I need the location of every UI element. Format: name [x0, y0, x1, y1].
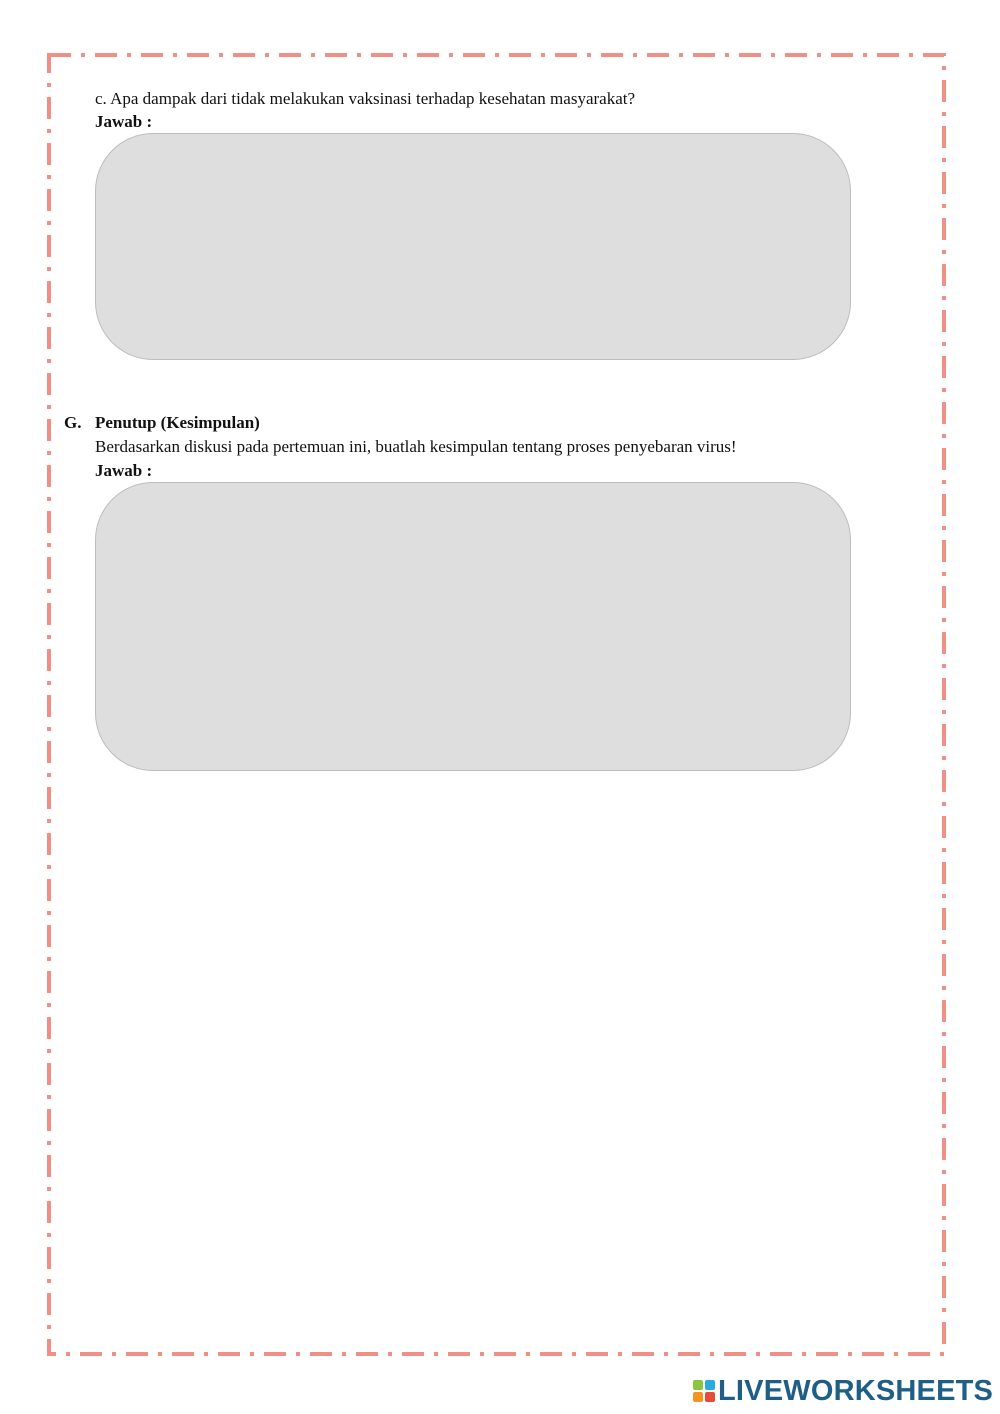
answer-input-section-g[interactable]	[96, 483, 850, 770]
question-c-text: c. Apa dampak dari tidak melakukan vaksinasi terhadap kesehatan masyarakat?	[95, 89, 636, 108]
section-g-letter: G.	[64, 413, 82, 432]
section-g-answer-label: Jawab :	[95, 461, 153, 480]
section-g-title: Penutup (Kesimpulan)	[95, 413, 260, 432]
brand-name: LIVEWORKSHEETS	[718, 1374, 994, 1407]
liveworksheets-logo-icon	[693, 1380, 715, 1402]
answer-box-question-c[interactable]	[95, 133, 851, 360]
answer-input-question-c[interactable]	[96, 134, 850, 359]
section-g-instruction: Berdasarkan diskusi pada pertemuan ini, buatlah kesimpulan tentang proses penyebaran virus!	[95, 437, 737, 456]
liveworksheets-brand	[693, 1374, 993, 1408]
answer-box-section-g[interactable]	[95, 482, 851, 771]
question-c-answer-label: Jawab :	[95, 112, 153, 131]
